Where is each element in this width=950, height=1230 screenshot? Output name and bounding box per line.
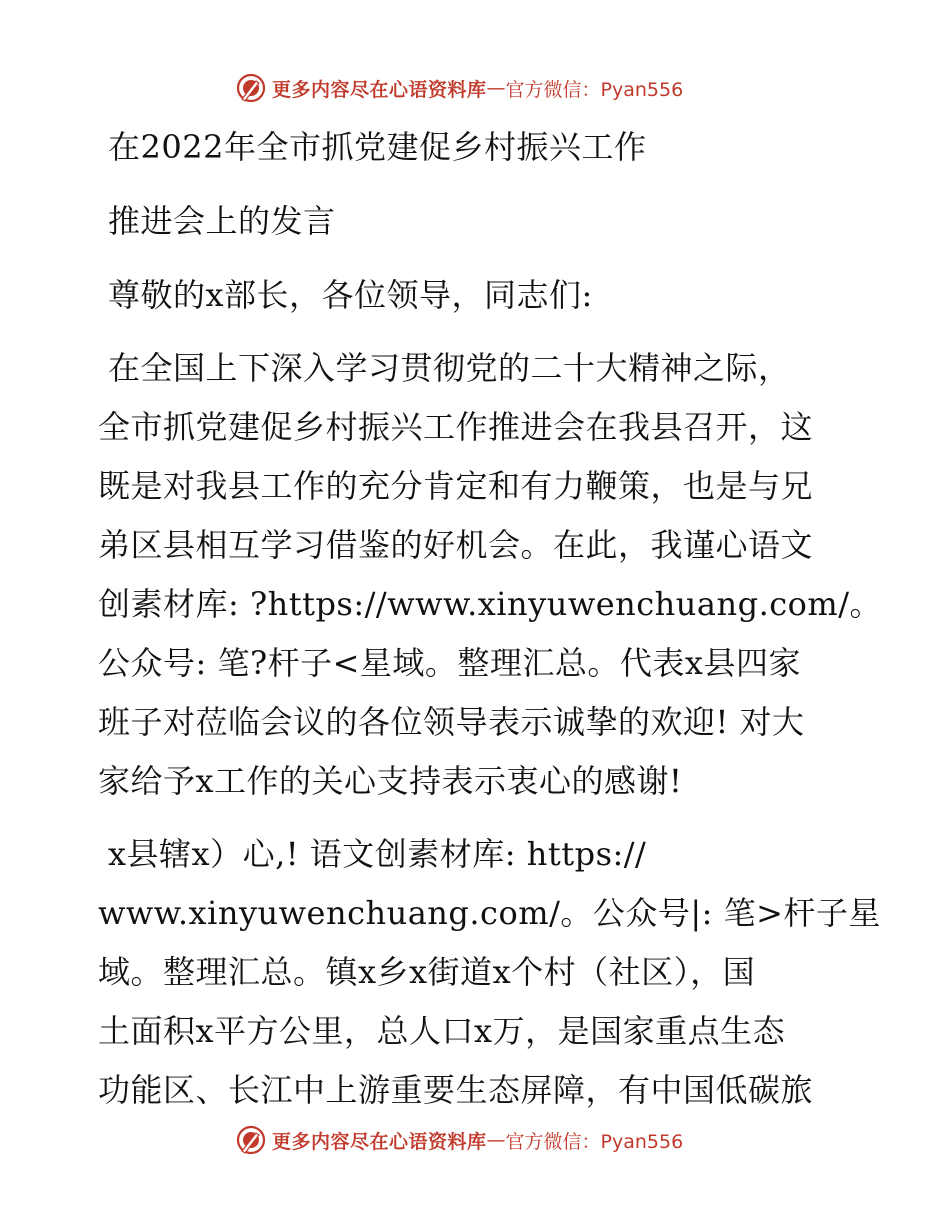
paragraph-line: 既是对我县工作的充分肯定和有力鞭策，也是与兄 xyxy=(98,467,814,505)
document-title-line-2: 推进会上的发言 xyxy=(108,202,336,240)
paragraph-line: 公众号: 笔?杆子<星域。整理汇总。代表x县四家 xyxy=(98,644,801,682)
banner-wechat: 官方微信：Pyan556 xyxy=(505,1130,684,1153)
salutation: 尊敬的x部长，各位领导，同志们: xyxy=(108,276,593,314)
banner-brand: 更多内容尽在心语资料库 xyxy=(272,1130,487,1153)
banner-separator: — xyxy=(486,1129,506,1151)
document-title-line-1: 在2022年全市抓党建促乡村振兴工作 xyxy=(108,128,647,166)
paragraph-line: 功能区、长江中上游重要生态屏障，有中国低碳旅 xyxy=(98,1071,814,1109)
pen-logo-icon xyxy=(236,1125,266,1155)
footer-banner xyxy=(236,1124,683,1156)
header-banner xyxy=(236,72,683,104)
paragraph-line: x县辖x）心,! 语文创素材库: https:// xyxy=(108,835,647,873)
banner-brand: 更多内容尽在心语资料库 xyxy=(272,78,487,101)
paragraph-line: 班子对莅临会议的各位领导表示诚挚的欢迎! 对大 xyxy=(98,703,805,741)
paragraph-line: 家给予x工作的关心支持表示衷心的感谢! xyxy=(98,762,683,800)
paragraph-line: 弟区县相互学习借鉴的好机会。在此，我谨心语文 xyxy=(98,526,814,564)
paragraph-line: www.xinyuwenchuang.com/。公众号|: 笔>杆子星 xyxy=(98,894,881,932)
paragraph-line: 创素材库: ?https://www.xinyuwenchuang.com/。 xyxy=(98,585,883,623)
paragraph-line: 域。整理汇总。镇x乡x街道x个村（社区），国 xyxy=(98,953,756,991)
paragraph-line: 在全国上下深入学习贯彻党的二十大精神之际， xyxy=(108,349,791,387)
paragraph-line: 全市抓党建促乡村振兴工作推进会在我县召开，这 xyxy=(98,408,814,446)
pen-logo-icon xyxy=(236,73,266,103)
banner-wechat: 官方微信：Pyan556 xyxy=(505,78,684,101)
banner-separator: — xyxy=(486,77,506,99)
paragraph-line: 土面积x平方公里，总人口x万，是国家重点生态 xyxy=(98,1012,786,1050)
